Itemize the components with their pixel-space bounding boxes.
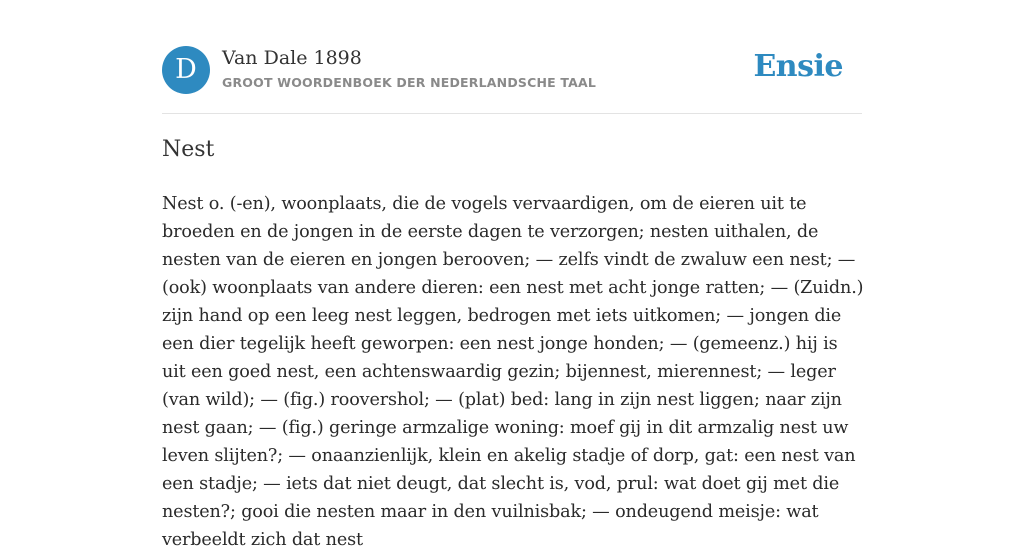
source-avatar[interactable]: D	[162, 46, 210, 94]
entry-definition: Nest o. (-en), woonplaats, die de vogels vervaardigen, om de eieren uit te broeden en de jongen in de eerste dagen te verzorgen; nesten uithalen, de nesten van de eieren en jongen berooven; — zelfs vindt de zwaluw een nest; — (ook) woonplaats van andere dieren: een nest met acht jonge ratten; — (Zuidn.) zijn hand op een leeg nest leggen, bedrogen met iets uitkomen; — jongen die een dier tegelijk heeft geworpen: een nest jonge honden; — (gemeenz.) hij is uit een goed nest, een achtenswaardig gezin; bijennest, mierennest; — leger (van wild); — (fig.) roovershol; — (plat) bed: lang in zijn nest liggen; naar zijn nest gaan; — (fig.) geringe armzalige woning: moef gij in dit armzalig nest uw leven slijten?; — onaanzienlijk, klein en akelig stadje of dorp, gat: een nest van een stadje; — iets dat niet deugt, dat slecht is, vod, prul: wat doet gij met die nesten?; gooi die nesten maar in den vuilnisbak; — ondeugend meisje: wat verbeeldt zich dat nest	[162, 194, 864, 550]
source-subtitle: GROOT WOORDENBOEK DER NEDERLANDSCHE TAAL	[222, 75, 597, 90]
entry-title: Nest	[162, 137, 215, 162]
ensie-logo[interactable]: Ensie	[753, 49, 843, 84]
header-divider	[162, 113, 862, 114]
source-title[interactable]: Van Dale 1898	[222, 47, 362, 69]
page-content	[162, 0, 864, 550]
source-header	[162, 46, 862, 96]
